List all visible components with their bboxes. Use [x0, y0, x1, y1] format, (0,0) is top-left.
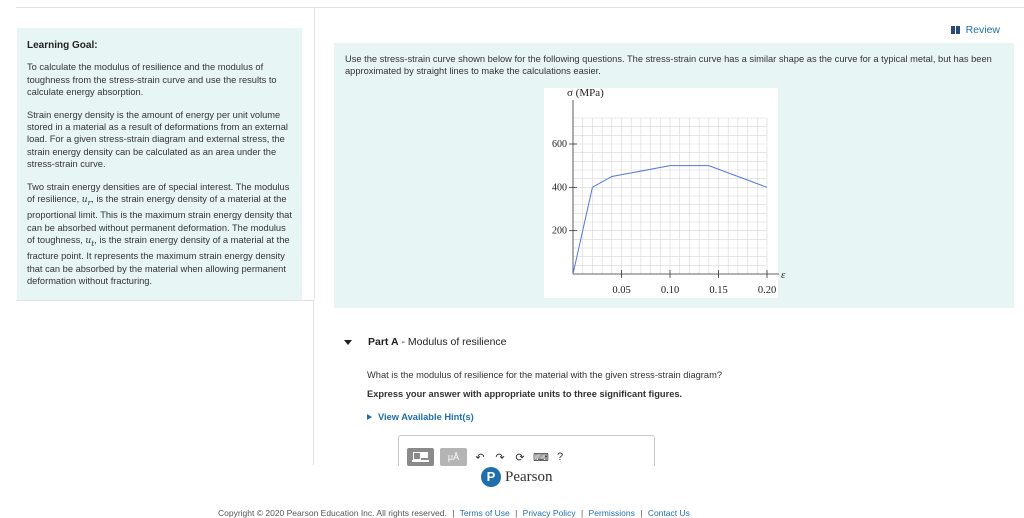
math-toolbar [407, 448, 567, 466]
copyright-text: Copyright © 2020 Pearson Education Inc. All rights reserved. [218, 508, 447, 518]
x-tick-label: 0.15 [709, 285, 728, 296]
learning-goal-title: Learning Goal: [27, 40, 98, 51]
redo-icon[interactable]: ↷ [495, 451, 505, 464]
learning-goal-panel [17, 28, 302, 300]
part-a-id: Part A [368, 336, 399, 348]
collapse-arrow-icon [344, 340, 352, 345]
y-tick-label: 200 [552, 225, 567, 237]
contact-link[interactable]: Contact Us [647, 508, 690, 518]
part-a-header[interactable] [344, 336, 507, 348]
part-a-title: Modulus of resilience [407, 336, 507, 348]
x-tick-label: 0.10 [660, 285, 680, 296]
x-tick-label: 0.20 [757, 285, 777, 296]
stress-strain-chart [544, 87, 786, 298]
template-icon-bar [412, 460, 429, 462]
y-tick-label: 600 [552, 139, 567, 150]
review-label: Review [965, 24, 1000, 36]
learning-goal-p2: Strain energy density is the amount of energy per unit volume stored in a material as a result of deformations from an external load. For a given stress-strain diagram and external stress, the strain energy density can be calculated as an area under the stress-strain curve. [27, 109, 288, 170]
ut-symbol [85, 236, 94, 246]
answer-editor[interactable] [398, 435, 655, 466]
learning-goal-p3 [27, 181, 292, 288]
hint-label: View Available Hint(s) [378, 412, 474, 422]
expand-arrow-icon [367, 414, 372, 420]
y-axis-label: σ (MPa) [567, 87, 604, 99]
undo-icon[interactable]: ↶ [475, 451, 485, 464]
pearson-name: Pearson [505, 468, 553, 485]
x-axis-label: ε [781, 269, 786, 281]
intro-text: Use the stress-strain curve shown below for the following questions. The stress-strain curve has a similar shape as the curve for a typical metal, but has been approximated by straight lines to make the calculations easier. [345, 54, 992, 77]
p3-part-b: , is the strain energy density of a material at the proportional limit. This is the maximum strain energy density that can be absorbed without permanent deformation. The modulus of toughness, [27, 194, 292, 246]
ur-subscript: r [87, 197, 92, 207]
p3-part-a: Two strain energy densities are of special interest. The modulus of resilience, [27, 181, 290, 205]
template-icon-fill [421, 452, 428, 458]
x-tick-label: 0.05 [612, 285, 631, 296]
reset-icon[interactable]: ⟳ [515, 451, 525, 464]
footer: Copyright © 2020 Pearson Education Inc. All rights reserved. | Terms of Use | Privacy Policy | Permissions | Contact Us [218, 508, 690, 518]
view-hints-link[interactable] [367, 412, 474, 422]
part-a-question: What is the modulus of resilience for the material with the given stress-strain diagram? [367, 370, 722, 380]
ut-subscript: t [91, 238, 95, 248]
p3-part-c: , is the strain energy density of a material at the fracture point. It represents the maximum strain energy density that can be absorbed by the material when allowing permanent deformation without fracturing. [27, 235, 290, 287]
template-button[interactable] [407, 448, 434, 466]
template-icon [413, 452, 421, 460]
pearson-brand [481, 467, 553, 487]
review-link[interactable] [951, 24, 1000, 36]
help-button[interactable]: ? [556, 451, 564, 463]
part-a-instruction: Express your answer with appropriate units to three significant figures. [367, 389, 683, 399]
content-divider [313, 300, 314, 465]
permissions-link[interactable]: Permissions [588, 508, 635, 518]
y-tick-label: 400 [552, 182, 567, 194]
privacy-link[interactable]: Privacy Policy [522, 508, 576, 518]
pearson-logo-icon: P [481, 467, 501, 487]
units-button[interactable]: μÅ [440, 448, 467, 466]
ur-symbol [82, 195, 91, 205]
ur-letter: u [81, 195, 88, 206]
part-a-label [368, 336, 507, 348]
part-a-separator: - [398, 336, 408, 348]
ut-letter: u [85, 236, 92, 247]
left-column-divider [16, 300, 314, 301]
terms-link[interactable]: Terms of Use [459, 508, 510, 518]
chart-svg [544, 87, 786, 298]
learning-goal-p1: To calculate the modulus of resilience and the modulus of toughness from the stress-strain curve and use the results to calculate energy absorption. [27, 62, 277, 98]
keyboard-icon[interactable]: ⌨ [533, 451, 549, 464]
review-icon [951, 26, 961, 34]
